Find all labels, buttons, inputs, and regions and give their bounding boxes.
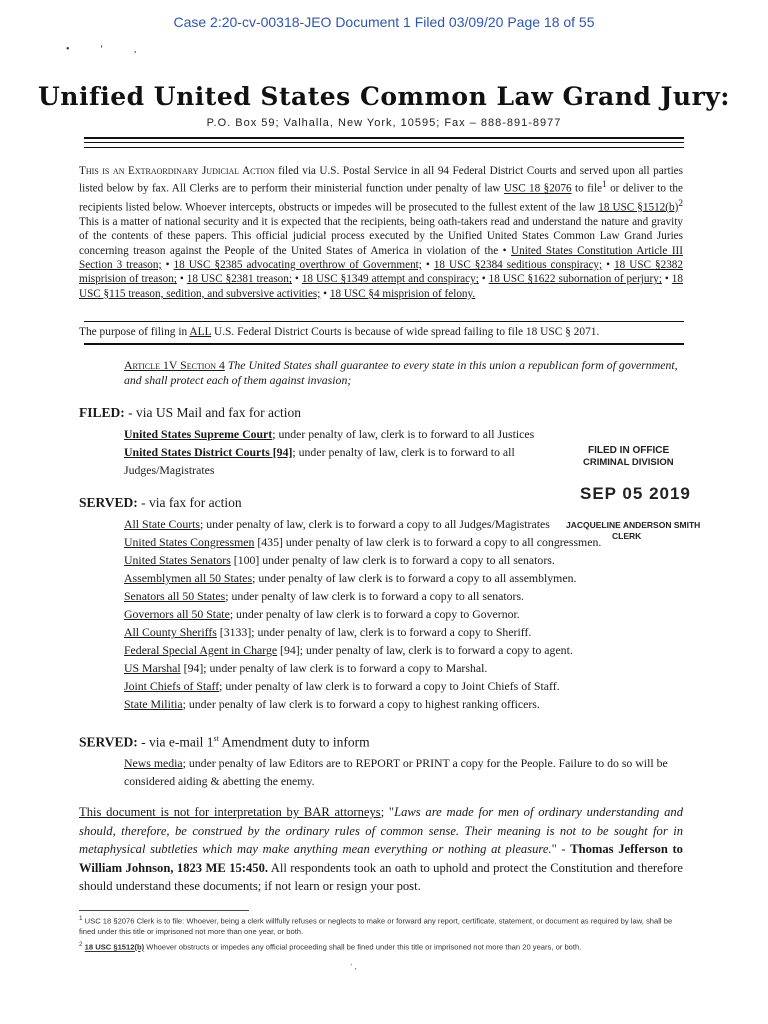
charge-115: 18 USC §115 treason, sedition, and subversive activities; <box>79 273 683 300</box>
charge-2385: 18 USC §2385 advocating overthrow of Government; <box>173 258 422 271</box>
closing-paragraph <box>79 803 683 896</box>
intro-text-3: or deliver to the recipients listed below. Whoever intercepts, obstructs or impedes will be prosecuted to the fullest extent of the law <box>79 183 683 214</box>
charge-constitution: United States Constitution Article III Section 3 treason; <box>79 244 683 271</box>
served-item-text: ; under penalty of law, clerk is to forward a copy to all Judges/Magistrates <box>200 517 550 531</box>
citation-usc-2076: USC 18 §2076 <box>503 183 572 196</box>
scan-specks: • ‘ , <box>66 44 151 55</box>
footnote-text: Whoever obstructs or impedes any official proceeding shall be fined under this title or imprisoned not more than 20 years, or both. <box>144 942 582 952</box>
intro-text-2: to file <box>571 183 602 196</box>
closing-text-2: " - <box>551 842 571 856</box>
served-item-name: United States Senators <box>124 553 231 567</box>
quote-attribution: Thomas Jefferson to William Johnson, 1823 ME 15:450. <box>79 842 683 875</box>
served-item-text: [3133]; under penalty of law, clerk is to forward a copy to Sheriff. <box>216 625 532 639</box>
purpose-all: ALL <box>189 326 212 338</box>
served-email-method-post: Amendment duty to inform <box>218 734 370 750</box>
served-item <box>124 641 694 659</box>
charge-2384: 18 USC §2384 seditious conspiracy; <box>433 258 603 271</box>
footnote-ref: USC 18 §2076 Clerk is to file: <box>84 916 185 926</box>
served-email-heading <box>79 734 370 751</box>
served-item <box>124 551 694 569</box>
closing-text-1: ; " <box>380 805 395 819</box>
charge-1349: 18 USC §1349 attempt and conspiracy; <box>301 273 479 286</box>
stamp-clerk-role: CLERK <box>612 531 642 541</box>
news-media-text: ; under penalty of law Editors are to REPORT or PRINT a copy for the People. Failure to do so will be considered aiding & abetting the enemy. <box>124 756 668 788</box>
charge-1622: 18 USC §1622 subornation of perjury; <box>488 273 662 286</box>
purpose-text-1: The purpose of filing in <box>79 326 190 338</box>
scan-mark: ‘ , <box>350 962 357 971</box>
filed-label: FILED: <box>79 405 125 420</box>
filed-item-name: United States District Courts [94] <box>124 445 293 459</box>
served-fax-heading <box>79 495 242 511</box>
letterhead-address: P.O. Box 59; Valhalla, New York, 10595; Fax – 888-891-8977 <box>206 117 562 129</box>
divider-thick <box>84 137 684 139</box>
filed-item <box>124 425 694 443</box>
served-item-text: [435] under penalty of law clerk is to forward a copy to all congressmen. <box>254 535 602 549</box>
case-header: Case 2:20-cv-00318-JEO Document 1 Filed 03/09/20 Page 18 of 55 <box>173 14 595 30</box>
served-fax-method: - via fax for action <box>137 495 242 510</box>
footnote-rule <box>79 910 249 911</box>
divider-below-purpose <box>84 343 684 345</box>
served-item-text: ; under penalty of law clerk is to forward a copy to Governor. <box>229 607 520 621</box>
served-fax-label: SERVED: <box>79 495 138 510</box>
served-email-sup: st <box>213 734 219 743</box>
purpose-text-2: U.S. Federal District Courts is because of wide spread failing to file 18 USC § 2071. <box>211 326 600 338</box>
filed-heading <box>79 405 301 421</box>
filed-item-text: ; under penalty of law, clerk is to forward to all Justices <box>272 427 535 441</box>
served-item-text: ; under penalty of law clerk is to forward a copy to all assemblymen. <box>252 571 577 585</box>
article-iv-quote <box>124 358 684 388</box>
intro-text-1: filed via U.S. Postal Service in all 94 Federal District Courts and served upon all parties listed below by fax. All Clerks are to perform their ministerial function under penalty of law <box>79 165 683 196</box>
served-email-method: - via e-mail 1 <box>137 734 214 750</box>
footnote-2 <box>79 940 683 953</box>
served-item <box>124 533 694 551</box>
stamp-clerk-name: JACQUELINE ANDERSON SMITH <box>566 520 701 530</box>
intro-text-4: This is a matter of national security and it is expected that the recipients, being oath-takers read and understand the nature and gravity of the contents of these papers. This official judicial process executed by the Unified United States Common Law Grand Juries concerning treason against the People of the United States of America in violation of the • <box>79 215 683 257</box>
footnote-ref-1: 1 <box>602 180 607 191</box>
served-item-name: Senators all 50 States <box>124 589 226 603</box>
citation-usc-1512: 18 USC §1512(b) <box>598 201 679 214</box>
footnote-1 <box>79 914 683 938</box>
served-item <box>124 515 694 533</box>
divider-above-purpose <box>84 321 684 322</box>
served-item-text: [94]; under penalty of law, clerk is to forward a copy to agent. <box>277 643 573 657</box>
served-item <box>124 605 694 623</box>
served-item-name: United States Congressmen <box>124 535 255 549</box>
filed-method: - via US Mail and fax for action <box>124 405 301 420</box>
served-item <box>124 587 694 605</box>
filed-item-text: ; under penalty of law, clerk is to forward to all <box>292 445 515 459</box>
served-item-name: Joint Chiefs of Staff <box>124 679 220 693</box>
served-item <box>124 677 694 695</box>
charge-2381: 18 USC §2381 treason; <box>186 273 292 286</box>
article-label: Article 1V Section 4 <box>124 358 225 372</box>
served-item-text: [94]; under penalty of law clerk is to forward a copy to Marshal. <box>180 661 488 675</box>
charge-2382: 18 USC §2382 misprision of treason; <box>79 258 683 286</box>
divider-thin <box>84 142 684 143</box>
served-item-name: State Militia <box>124 697 183 711</box>
served-email-label: SERVED: <box>79 734 138 750</box>
served-item <box>124 659 694 677</box>
stamp-filed-in-office: FILED IN OFFICE <box>588 445 670 456</box>
served-item-name: Assemblymen all 50 States <box>124 571 253 585</box>
served-item <box>124 695 694 713</box>
served-fax-list <box>124 515 694 713</box>
intro-paragraph: This is an Extraordinary Judicial Action filed via U.S. Postal Service in all 94 Federal District Courts and served upon all parties listed below by fax. All Clerks are to perform their ministerial function under penalty of law USC 18 §2076 to file$^1$ or deliver to the recipients listed below. Whoever intercepts, obstructs or impedes will be prosecuted to the fullest extent of the law 18 USC $\S 1512(b)^2$ This is a matter of national security and it is expected that the recipients, being oath-takers read and understand the nature and gravity of the contents of these papers. This official judicial process executed by the Unified United States Common Law Grand Juries concerning treason against the People of the United States of America in violation of the • United States Constitution Article III Section 3 treason; • 18 USC §2385 advocating overthrow of Government; • 18 USC §2384 seditious conspiracy; • 18 USC §2382 misprision of treason; • 18 USC §2381 treason; • 18 USC §1349 attempt and conspiracy; • 18 USC §1622 subornation of perjury; • 18 USC §115 treason, sedition, and subversive activities; • 18 USC §4 misprision of felony. <box>79 165 683 300</box>
served-item-text: [100] under penalty of law clerk is to forward a copy to all senators. <box>230 553 555 567</box>
jefferson-quote: Laws are made for men of ordinary understanding and should, therefore, be construed by the ordinary rules of common sense. Their meaning is not to be sought for in metaphysical subtleties which may make anything mean everything or nothing at pleasure. <box>79 805 683 856</box>
footnote-ref-2: 2 <box>678 198 683 209</box>
served-item <box>124 569 694 587</box>
footnote-num: 2 <box>79 941 83 948</box>
letterhead-title: Unified United States Common Law Grand Jury: <box>37 82 730 111</box>
filed-item-name: United States Supreme Court <box>124 427 273 441</box>
served-item <box>124 623 694 641</box>
served-item-name: All County Sheriffs <box>124 625 217 639</box>
footnote-ref: 18 USC §1512(b) <box>84 942 145 952</box>
footnote-text: Whoever, being a clerk willfully refuses or neglects to make or forward any report, certificate, statement, or document as required by law, shall be fined under this title or imprisoned not more than one year, or both. <box>79 916 673 937</box>
served-item-name: Federal Special Agent in Charge <box>124 643 278 657</box>
news-media-name: News media <box>124 756 183 770</box>
served-item-text: ; under penalty of law clerk is to forward a copy to all senators. <box>225 589 525 603</box>
stamp-date: SEP 05 2019 <box>580 484 691 503</box>
stamp-division: CRIMINAL DIVISION <box>583 457 674 468</box>
served-item-name: US Marshal <box>124 661 181 675</box>
footnote-num: 1 <box>79 915 83 922</box>
served-item-name: All State Courts <box>124 517 201 531</box>
news-media-item <box>124 754 684 790</box>
charge-4: 18 USC §4 misprision of felony. <box>329 287 476 300</box>
closing-lead: This document is not for interpretation by BAR attorneys <box>79 805 381 819</box>
served-item-text: ; under penalty of law clerk is to forward a copy to Joint Chiefs of Staff. <box>219 679 560 693</box>
served-item-name: Governors all 50 State <box>124 607 230 621</box>
purpose-statement <box>79 326 683 338</box>
article-text: The United States shall guarantee to every state in this union a republican form of government, and shall protect each of them against invasion; <box>124 358 678 387</box>
intro-lead: This is an Extraordinary Judicial Action <box>79 165 275 177</box>
divider-thin-2 <box>84 147 684 148</box>
filed-continuation: Judges/Magistrates <box>124 463 215 477</box>
closing-text-3: All respondents took an oath to uphold and protect the Constitution and therefore should understand these documents; if not learn or resign your post. <box>79 860 683 893</box>
served-item-text: ; under penalty of law clerk is to forward a copy to highest ranking officers. <box>182 697 540 711</box>
